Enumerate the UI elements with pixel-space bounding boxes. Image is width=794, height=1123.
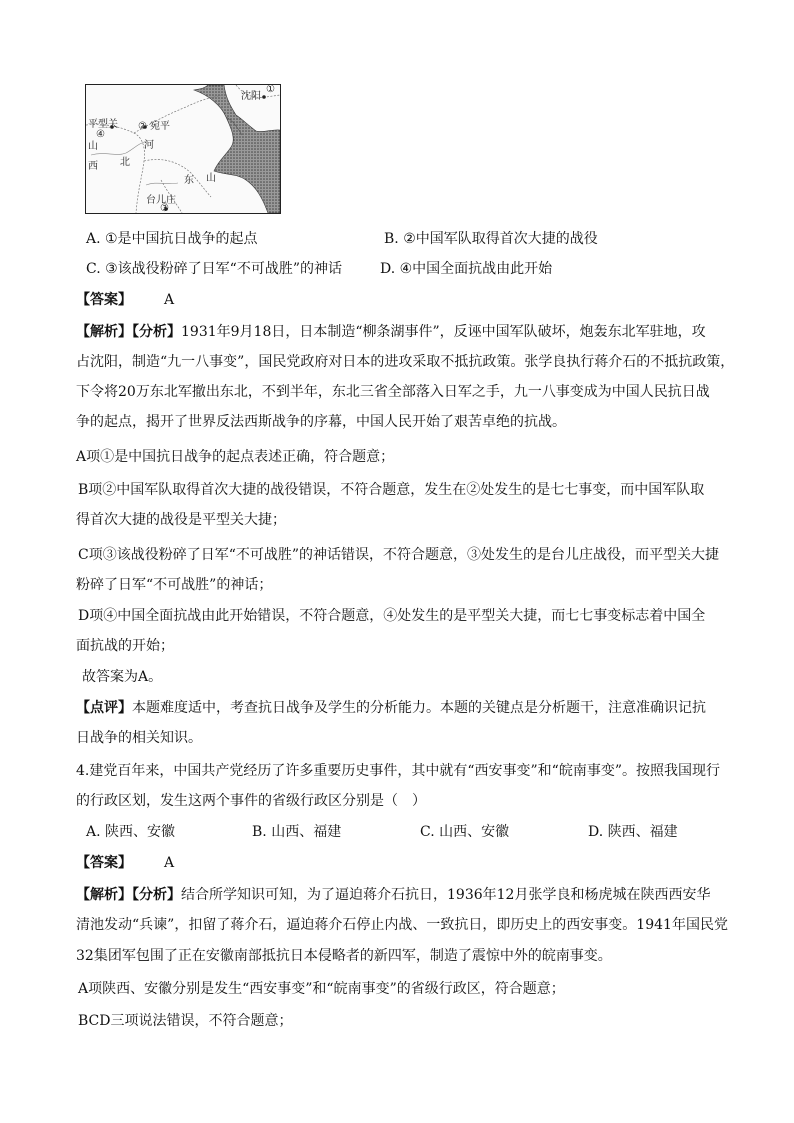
q3-comment-line-1 [76, 698, 706, 718]
q4-analysis-tag: 【解析】【分析】 [76, 887, 181, 903]
q3-comment-line-2: 日战争的相关知识。 [76, 730, 202, 746]
q3-analysis-line-4: 争的起点，揭开了世界反法西斯战争的序幕，中国人民开始了艰苦卓绝的抗战。 [76, 414, 566, 430]
q4-item-a: A项陕西、安徽分别是发生“西安事变”和“皖南事变”的省级行政区，符合题意； [78, 981, 565, 997]
map-drawing [86, 85, 280, 213]
map-label-shan2: 山 [206, 173, 216, 184]
river-line [91, 141, 148, 155]
q3-option-b: B. ②中国军队取得首次大捷的战役 [384, 231, 598, 247]
map-label-shan: 山 [88, 141, 98, 152]
q3-item-a: A项①是中国抗日战争的起点表述正确，符合题意； [76, 449, 395, 465]
map-label-pingxingguan: 平型关 [88, 119, 118, 130]
q4-option-a: A. 陕西、安徽 [86, 824, 176, 840]
map-label-circle4: ④ [96, 129, 105, 140]
map-label-taierzhuang: 台儿庄 [146, 195, 176, 206]
q3-analysis-line-1 [76, 322, 706, 342]
map-label-circle1: ① [266, 84, 275, 95]
q3-comment-text-1: 本题难度适中，考查抗日战争及学生的分析能力。本题的关键点是分析题干，注意准确识记抗 [132, 700, 706, 716]
q3-item-c-2: 粉碎了日军“不可战胜”的神话； [76, 577, 273, 593]
map-label-xi: 西 [88, 161, 98, 172]
q3-analysis-line-3: 下令将20万东北军撤出东北，不到半年，东北三省全部落入日军之手，九一八事变成为中国人民抗日战 [76, 384, 710, 400]
q4-analysis-line-1 [76, 885, 710, 905]
map-label-wanping: 宛平 [150, 121, 170, 132]
q3-conclusion: 故答案为A。 [82, 669, 163, 685]
q3-analysis-text-1: 1931年9月18日，日本制造“柳条湖事件”，反诬中国军队破坏，炮轰东北军驻地，攻 [181, 324, 706, 340]
q4-analysis-line-3: 32集团军包围了正在安徽南部抵抗日本侵略者的新四军，制造了震惊中外的皖南事变。 [76, 948, 612, 964]
q3-option-c: C. ③该战役粉碎了日军“不可战胜”的神话 [86, 261, 342, 277]
map-label-shenyang: 沈阳 [241, 91, 261, 102]
q4-stem-line-2: 的行政区划，发生这两个事件的省级行政区分别是（ ） [76, 793, 426, 809]
boundary-line [134, 95, 224, 133]
boundary-line [144, 160, 211, 198]
q4-answer-value: A [164, 855, 175, 871]
q3-option-d: D. ④中国全面抗战由此开始 [380, 261, 553, 277]
q3-answer-value: A [164, 292, 175, 308]
q3-analysis-line-2: 占沈阳，制造“九一八事变”，国民党政府对日本的进攻采取不抵抗政策。张学良执行蒋介石的不抵抗政策， [76, 354, 735, 370]
historical-map [85, 84, 281, 214]
map-label-he: 河 [144, 140, 154, 151]
q4-option-b: B. 山西、福建 [252, 824, 342, 840]
q4-answer-tag: 【答案】 [76, 855, 132, 871]
q4-analysis-line-2: 清池发动“兵谏”，扣留了蒋介石，逼迫蒋介石停止内战、一致抗日，即历史上的西安事变。1941年国民党 [76, 917, 728, 933]
map-label-circle2: ② [138, 121, 147, 132]
river-line [146, 183, 178, 185]
site-marker-shenyang [262, 95, 266, 99]
q4-stem-line-1: 4.建党百年来，中国共产党经历了许多重要历史事件，其中就有“西安事变”和“皖南事变”。按照我国现行 [76, 763, 720, 779]
map-label-bei: 北 [120, 157, 130, 168]
map-label-circle3: ③ [160, 203, 169, 214]
q4-item-bcd: BCD三项说法错误，不符合题意； [78, 1013, 293, 1029]
q3-option-a: A. ①是中国抗日战争的起点 [86, 231, 258, 247]
q3-item-b-1: B项②中国军队取得首次大捷的战役错误，不符合题意，发生在②处发生的是七七事变，而中国军队取 [78, 482, 705, 498]
q3-item-c-1: C项③该战役粉碎了日军“不可战胜”的神话错误，不符合题意，③处发生的是台儿庄战役，而平型关大捷 [78, 547, 720, 563]
q3-comment-tag: 【点评】 [76, 700, 132, 716]
q4-option-d: D. 陕西、福建 [588, 824, 678, 840]
q3-item-d-2: 面抗战的开始； [76, 638, 174, 654]
q3-item-d-1: D项④中国全面抗战由此开始错误，不符合题意，④处发生的是平型关大捷，而七七事变标志着中国全 [78, 608, 706, 624]
q4-analysis-text-1: 结合所学知识可知，为了逼迫蒋介石抗日，1936年12月张学良和杨虎城在陕西西安华 [181, 887, 711, 903]
q4-option-c: C. 山西、安徽 [420, 824, 510, 840]
q3-answer-tag: 【答案】 [76, 292, 132, 308]
map-label-dong: 东 [184, 175, 194, 186]
q3-item-b-2: 得首次大捷的战役是平型关大捷； [76, 512, 286, 528]
q3-analysis-tag: 【解析】【分析】 [76, 324, 181, 340]
sea-area [194, 85, 280, 213]
